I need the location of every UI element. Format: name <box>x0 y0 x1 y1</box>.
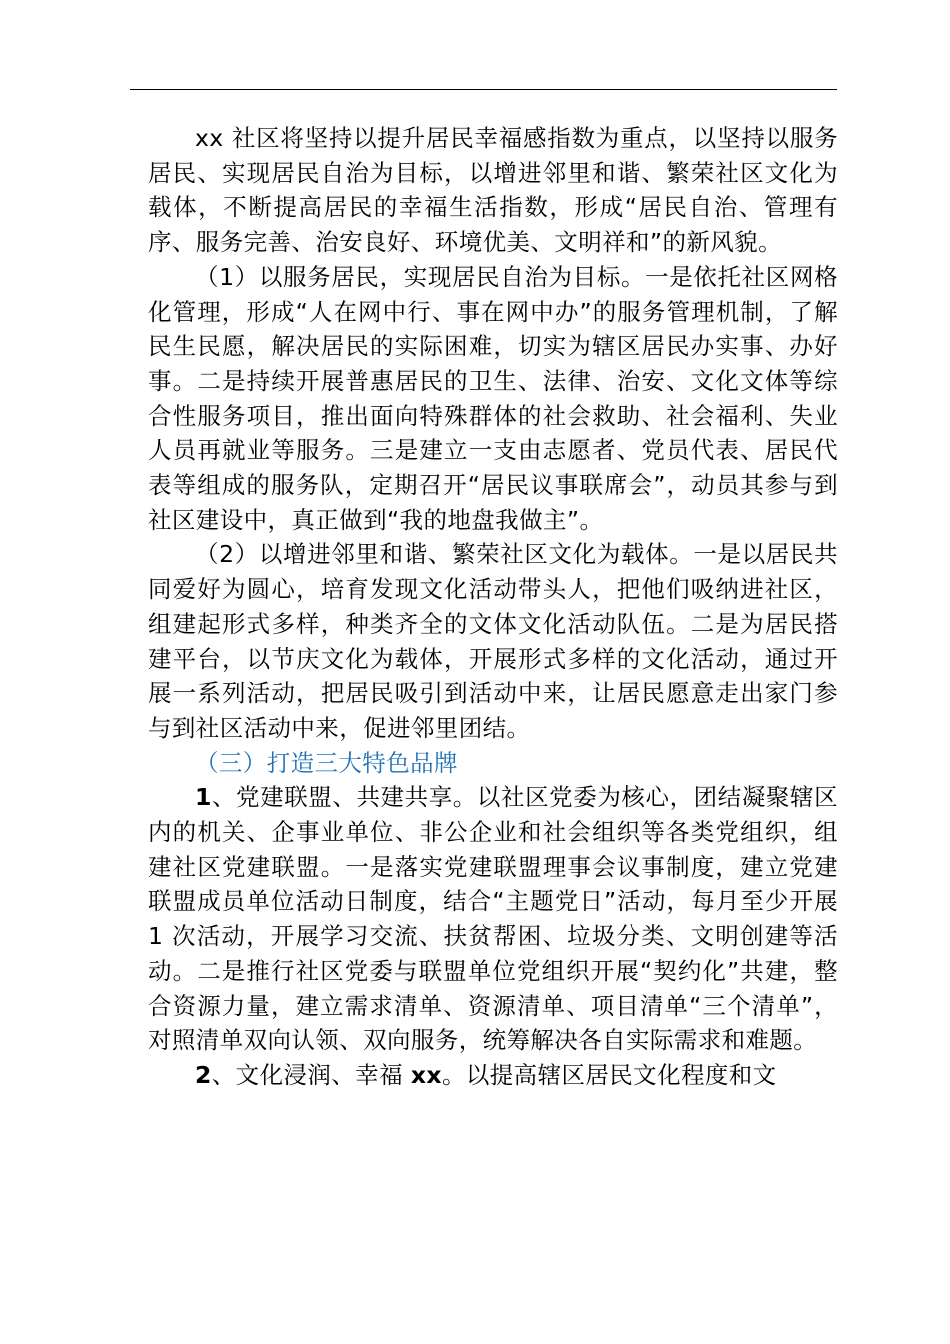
paragraph-neighborhood-culture: （2）以增进邻里和谐、繁荣社区文化为载体。一是以居民共同爱好为圆心，培育发现文化活动带头人，把他们吸纳进社区，组建起形式多样，种类齐全的文体文化活动队伍。二是为居民搭建平台，以节庆文化为载体，开展形式多样的文化活动，通过开展一系列活动，把居民吸引到活动中来，让居民愿意走出家门参与到社区活动中来，促进邻里团结。 <box>148 540 838 742</box>
item-2-text-c: 。以提高辖区居民文化程度和文 <box>441 1060 777 1089</box>
paragraph-intro: xx 社区将坚持以提升居民幸福感指数为重点，以坚持以服务居民、实现居民自治为目标，以增进邻里和谐、繁荣社区文化为载体，不断提高居民的幸福生活指数，形成“居民自治、管理有序、服务完善、治安良好、环境优美、文明祥和”的新风貌。 <box>148 124 838 257</box>
document-body <box>148 121 838 1093</box>
paragraph-item-2 <box>148 1058 838 1093</box>
item-2-text-a: 、文化浸润、幸福 <box>211 1060 411 1089</box>
paragraph-item-1 <box>148 780 838 1058</box>
paragraph-service-residents: （1）以服务居民，实现居民自治为目标。一是依托社区网格化管理，形成“人在网中行、事在网中办”的服务管理机制，了解民生民愿，解决居民的实际困难，切实为辖区居民办实事、办好事。二是持续开展普惠居民的卫生、法律、治安、文化文体等综合性服务项目，推出面向特殊群体的社会救助、社会福利、失业人员再就业等服务。三是建立一支由志愿者、党员代表、居民代表等组成的服务队，定期召开“居民议事联席会”，动员其参与到社区建设中，真正做到“我的地盘我做主”。 <box>148 262 838 534</box>
section-heading: （三）打造三大特色品牌 <box>195 748 458 777</box>
item-2-number: 2 <box>195 1060 212 1089</box>
item-1-number: 1 <box>195 783 212 812</box>
header-rule <box>130 89 837 90</box>
item-1-text: 、党建联盟、共建共享。以社区党委为核心，团结凝聚辖区内的机关、企事业单位、非公企业和社会组织等各类党组织，组建社区党建联盟。一是落实党建联盟理事会议事制度，建立党建联盟成员单位活动日制度，结合“主题党日”活动，每月至少开展 1 次活动，开展学习交流、扶贫帮困、垃圾分类、文明创建等活动。二是推行社区党委与联盟单位党组织开展“契约化”共建，整合资源力量，建立需求清单、资源清单、项目清单“三个清单”，对照清单双向认领、双向服务，统筹解决各自实际需求和难题。 <box>148 783 838 1055</box>
item-2-text-b: xx <box>410 1060 442 1089</box>
